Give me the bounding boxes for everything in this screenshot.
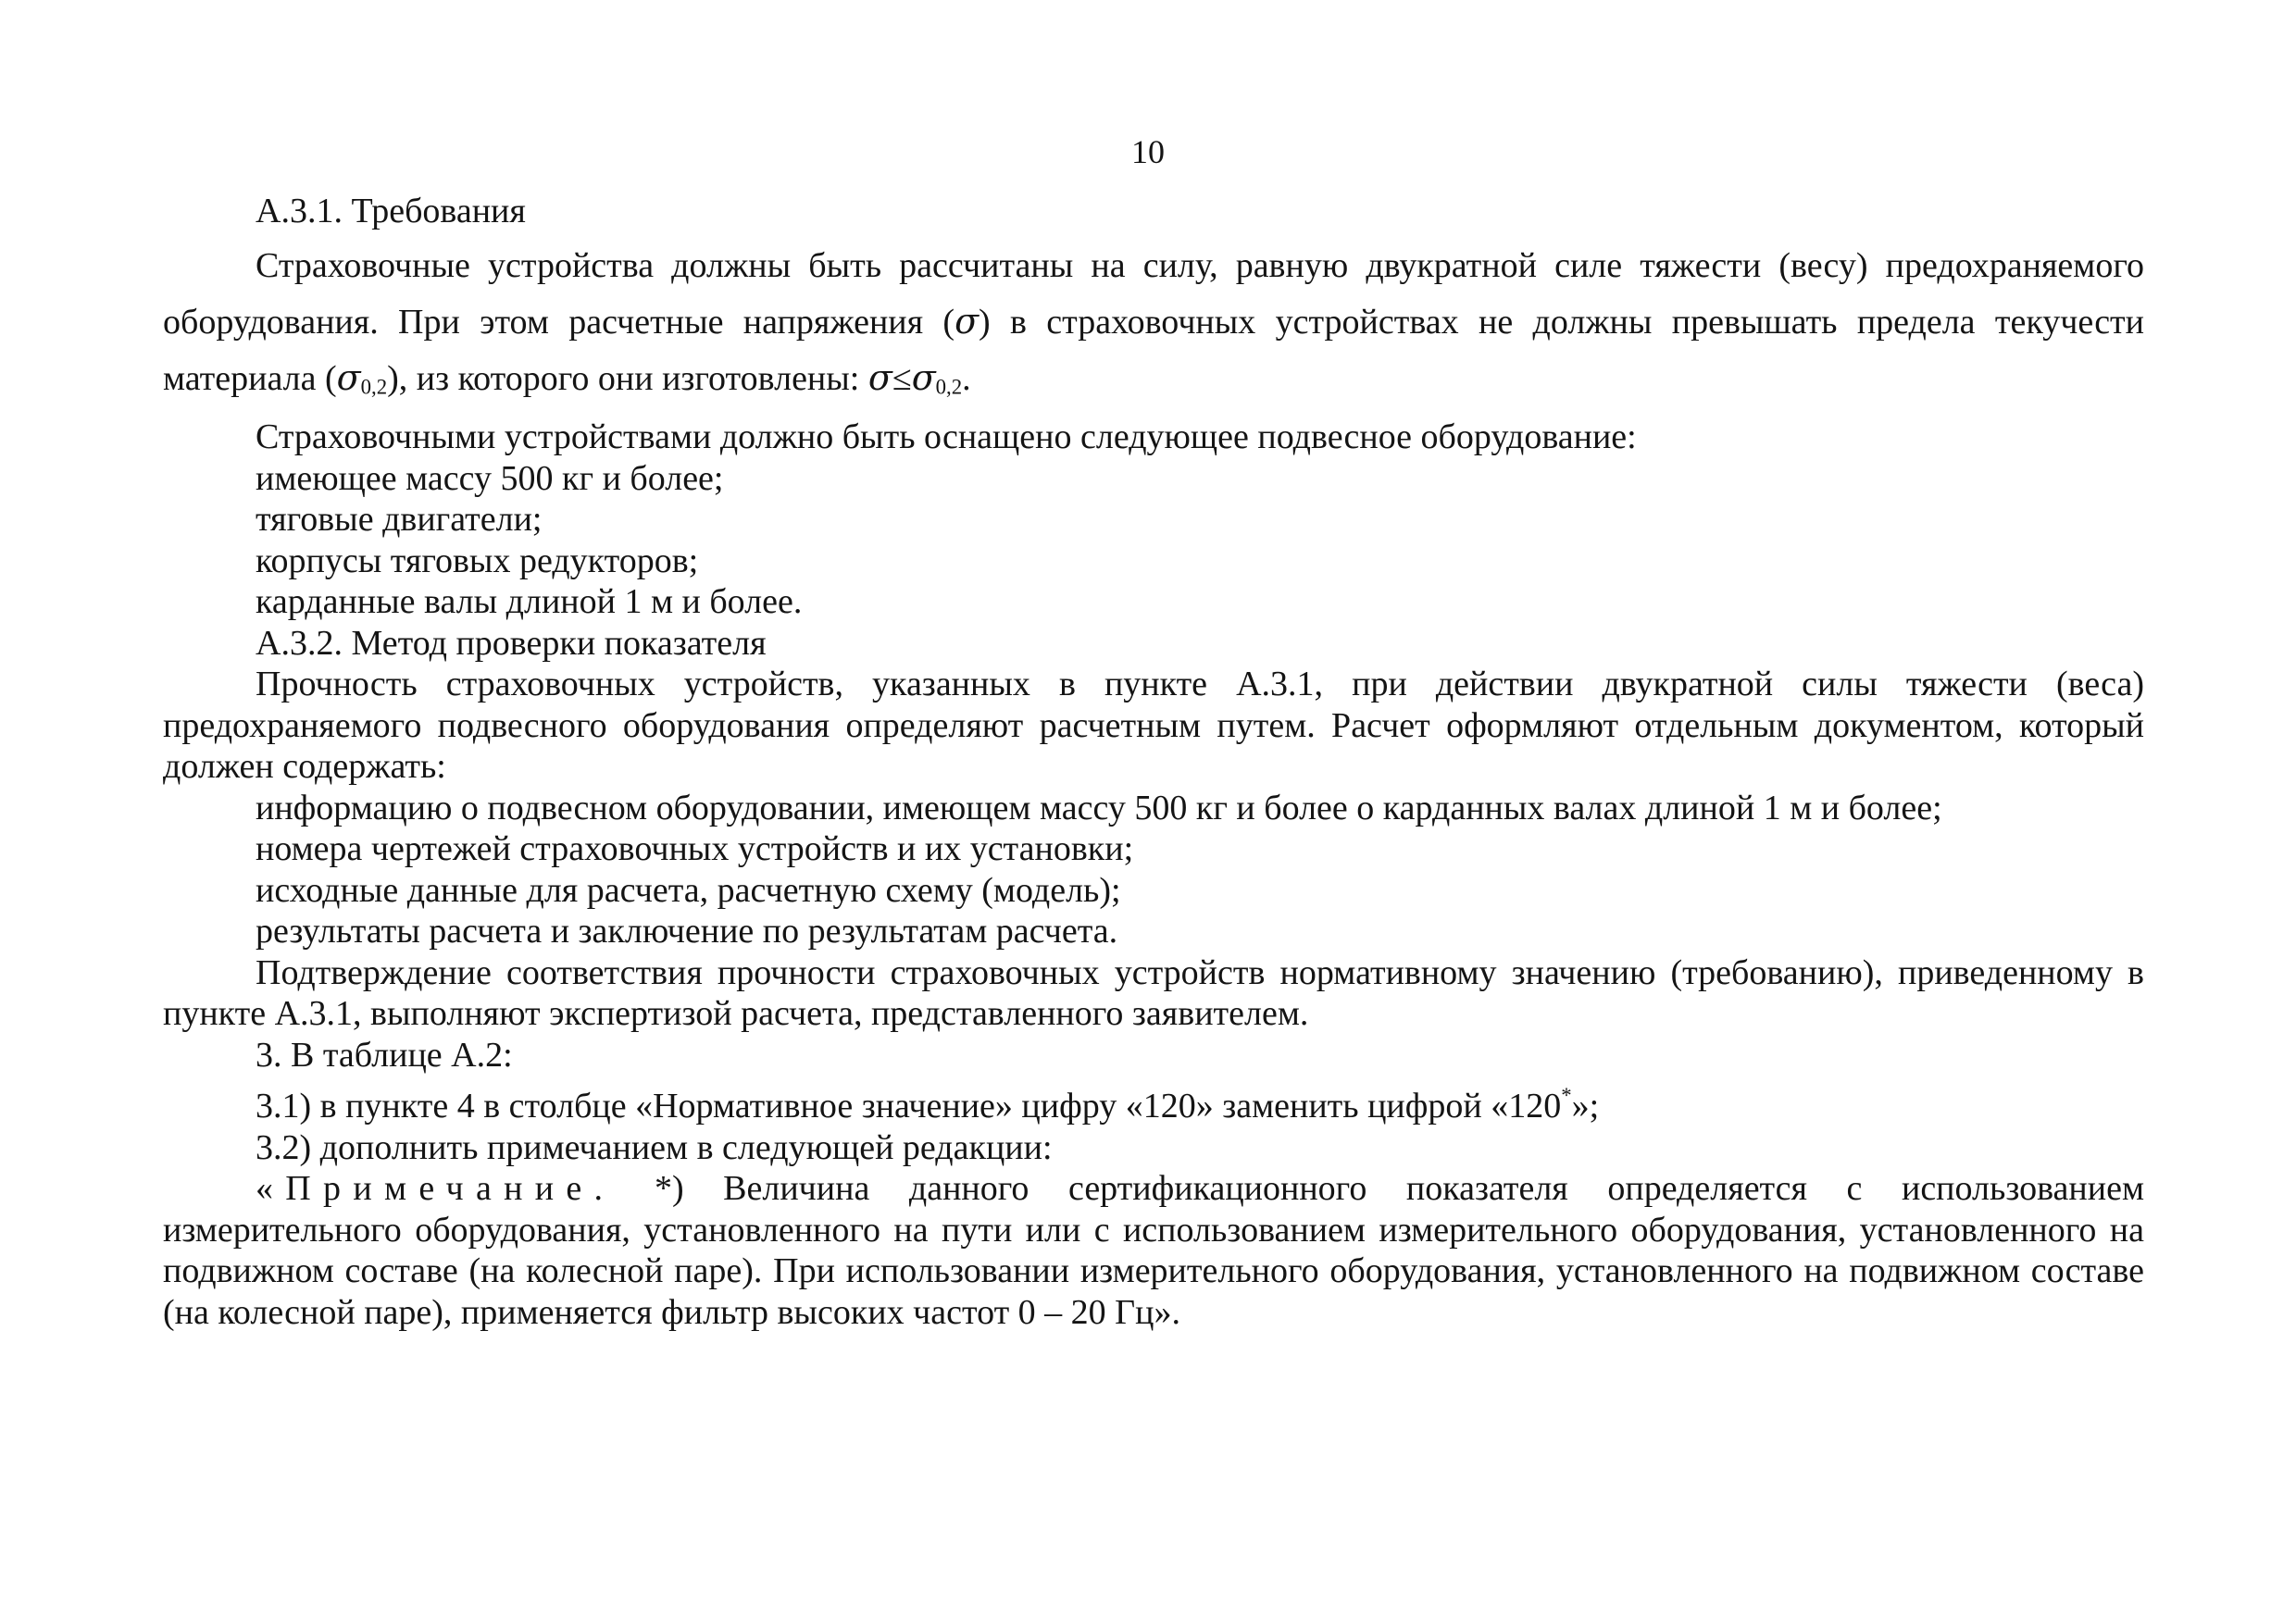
- formula-rhs: σ: [911, 356, 936, 398]
- paragraph-requirements: [163, 238, 2144, 416]
- formula-lhs: σ: [867, 356, 892, 398]
- item-3: 3. В таблице А.2:: [256, 1035, 513, 1075]
- item-3-2: 3.2) дополнить примечанием в следующей редакции:: [256, 1127, 1053, 1167]
- sigma-symbol: σ: [955, 300, 980, 342]
- item-3-1: [163, 1076, 2144, 1126]
- formula-operator: ≤: [892, 358, 912, 398]
- list-item: информацию о подвесном оборудовании, имеющем массу 500 кг и более о карданных валах длиной 1 м и более;: [256, 788, 1942, 827]
- list-item: тяговые двигатели;: [256, 500, 543, 540]
- document-body: [163, 191, 2144, 1333]
- paragraph-equipment-intro: Страховочными устройствами должно быть оснащено следующее подвесное оборудование:: [256, 417, 1637, 457]
- paragraph-verification-method: Прочность страховочных устройств, указанных в пункте А.3.1, при действии двукратной силы тяжести (веса) предохраняемого подвесного оборудования определяют расчетным путем. Расчет оформляют отдельным документом, который должен содержать:: [163, 665, 2144, 787]
- requirements-text-1: Страховочные устройства должны быть рассчитаны на силу, равную двукратной силе тяжести (весу) предохраняемого оборудования. При этом расчетные напряжения (: [163, 245, 2144, 342]
- requirements-text-2: ) в страховочных устройствах не должны превышать предела текучести материала (: [163, 302, 2144, 398]
- list-item: исходные данные для расчета, расчетную схему (модель);: [256, 870, 1121, 910]
- list-item: имеющее массу 500 кг и более;: [256, 458, 724, 498]
- list-item: номера чертежей страховочных устройств и их установки;: [256, 829, 1134, 869]
- page-number: 10: [1131, 133, 1165, 170]
- formula-rhs-subscript: 0,2: [935, 375, 963, 399]
- item-3-1-text: 3.1) в пункте 4 в столбце «Нормативное значение» цифру «120» заменить цифрой «120: [256, 1087, 1562, 1126]
- note-label: «Примечание.: [256, 1169, 616, 1208]
- requirements-text-3: ), из которого они изготовлены:: [387, 358, 868, 398]
- section-a31-title: А.3.1. Требования: [256, 192, 526, 230]
- formula-end: .: [962, 358, 971, 398]
- section-a32-title: А.3.2. Метод проверки показателя: [256, 623, 767, 663]
- note-paragraph: [163, 1168, 2144, 1333]
- item-3-1-end: »;: [1571, 1087, 1600, 1126]
- note-text: *) Величина данного сертификационного показателя определяется с использованием измерительного оборудования, установленного на пути или с использованием измерительного оборудования, установленного на подвижном составе (на колесной паре). При использовании измерительного оборудования, установленного на подвижном составе (на колесной паре), применяется фильтр высоких частот 0 – 20 Гц».: [163, 1169, 2144, 1332]
- list-item: результаты расчета и заключение по результатам расчета.: [256, 912, 1118, 952]
- sigma-yield-symbol: σ: [336, 356, 361, 398]
- list-item: карданные валы длиной 1 м и более.: [256, 582, 803, 622]
- paragraph-conformity-confirmation: Подтверждение соответствия прочности страховочных устройств нормативному значению (требованию), приведенному в пункте А.3.1, выполняют экспертизой расчета, представленного заявителем.: [163, 952, 2144, 1034]
- asterisk-mark: *: [1561, 1084, 1572, 1108]
- list-item: корпусы тяговых редукторов;: [256, 541, 699, 580]
- sigma-yield-subscript: 0,2: [360, 375, 388, 399]
